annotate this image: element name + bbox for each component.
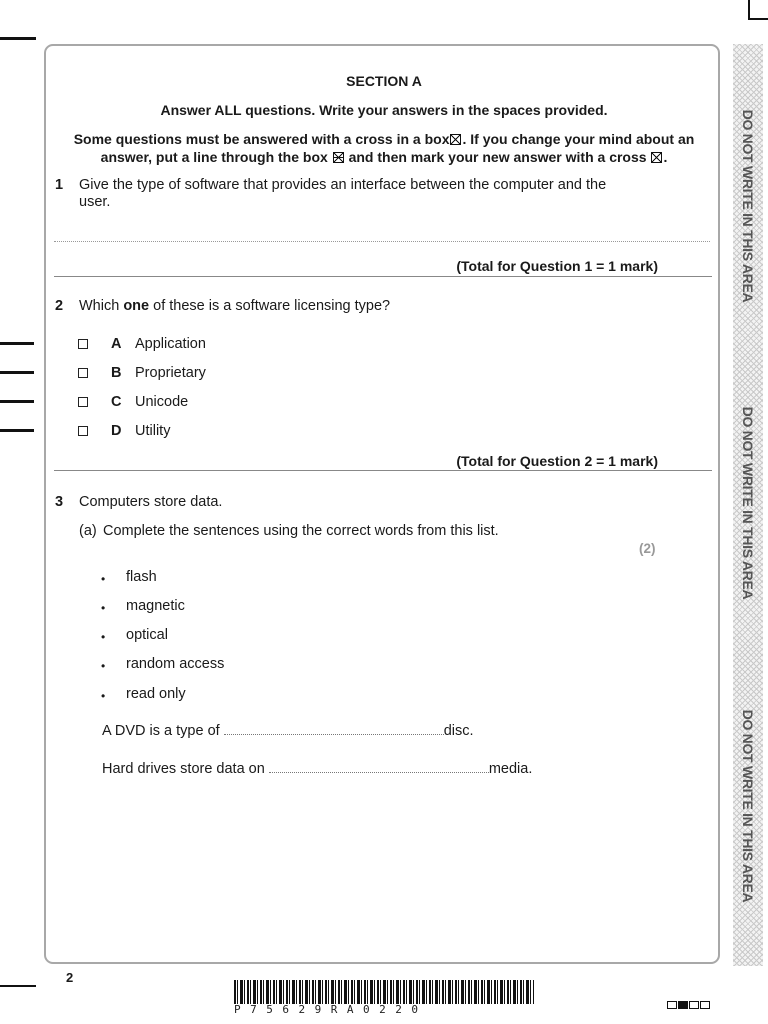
option-letter: B [111,365,122,381]
margin-mark [0,37,36,40]
question-number: 2 [55,298,64,314]
word-list-item: read only [126,686,186,702]
part-label: (a) [79,523,97,539]
option-text: Unicode [135,394,189,410]
bullet: • [101,659,106,673]
bullet: • [101,630,106,644]
option-letter: C [111,394,122,410]
answer-blank[interactable] [269,763,489,773]
struck-cross-box-icon [333,152,344,163]
bullet: • [101,572,106,586]
barcode [234,980,534,1004]
instruction-cross-line2: answer, put a line through the box and then mark your new answer with a cross . [100,149,668,165]
question-number: 3 [55,494,64,510]
corner-mark [748,0,750,18]
sentence: A DVD is a type of disc. [102,723,474,739]
answer-line[interactable] [54,241,710,242]
question-text: Give the type of software that provides an interface between the computer and the [79,177,607,193]
bullet: • [101,601,106,615]
option-text: Utility [135,423,171,439]
word-list-item: random access [126,656,225,672]
divider [54,276,712,277]
answer-checkbox[interactable] [78,339,88,349]
option-letter: D [111,423,122,439]
answer-checkbox[interactable] [78,368,88,378]
margin-mark [0,400,34,403]
answer-checkbox[interactable] [78,426,88,436]
question-number: 1 [55,177,64,193]
corner-mark [748,18,768,20]
answer-blank[interactable] [224,725,444,735]
question-text: Which one of these is a software licensing type? [79,298,391,314]
word-list-item: optical [126,627,168,643]
question-total: (Total for Question 1 = 1 mark) [456,258,658,274]
word-list-item: magnetic [126,598,185,614]
margin-mark [0,371,34,374]
corner-mark [0,985,36,987]
option-text: Proprietary [135,365,206,381]
cross-box-icon [651,152,662,163]
barcode-number: P75629RA0220 [234,1003,428,1016]
section-title: SECTION A [346,73,422,89]
divider [54,470,712,471]
instruction-line: Answer ALL questions. Write your answers in the spaces provided. [160,102,608,118]
question-total: (Total for Question 2 = 1 mark) [456,453,658,469]
cross-box-icon [450,134,461,145]
bullet: • [101,689,106,703]
question-text: user. [79,194,111,210]
margin-mark [0,429,34,432]
margin-mark [0,342,34,345]
option-text: Application [135,336,206,352]
answer-checkbox[interactable] [78,397,88,407]
sentence: Hard drives store data on media. [102,761,533,777]
question-text: Computers store data. [79,494,223,510]
word-list-item: flash [126,569,157,585]
part-text: Complete the sentences using the correct words from this list. [103,523,499,539]
instruction-cross-line1: Some questions must be answered with a cross in a box . If you change your mind about an [73,131,695,147]
page-number: 2 [66,970,74,985]
option-letter: A [111,336,122,352]
marks-label: (2) [639,541,656,556]
progress-boxes [667,996,711,1014]
